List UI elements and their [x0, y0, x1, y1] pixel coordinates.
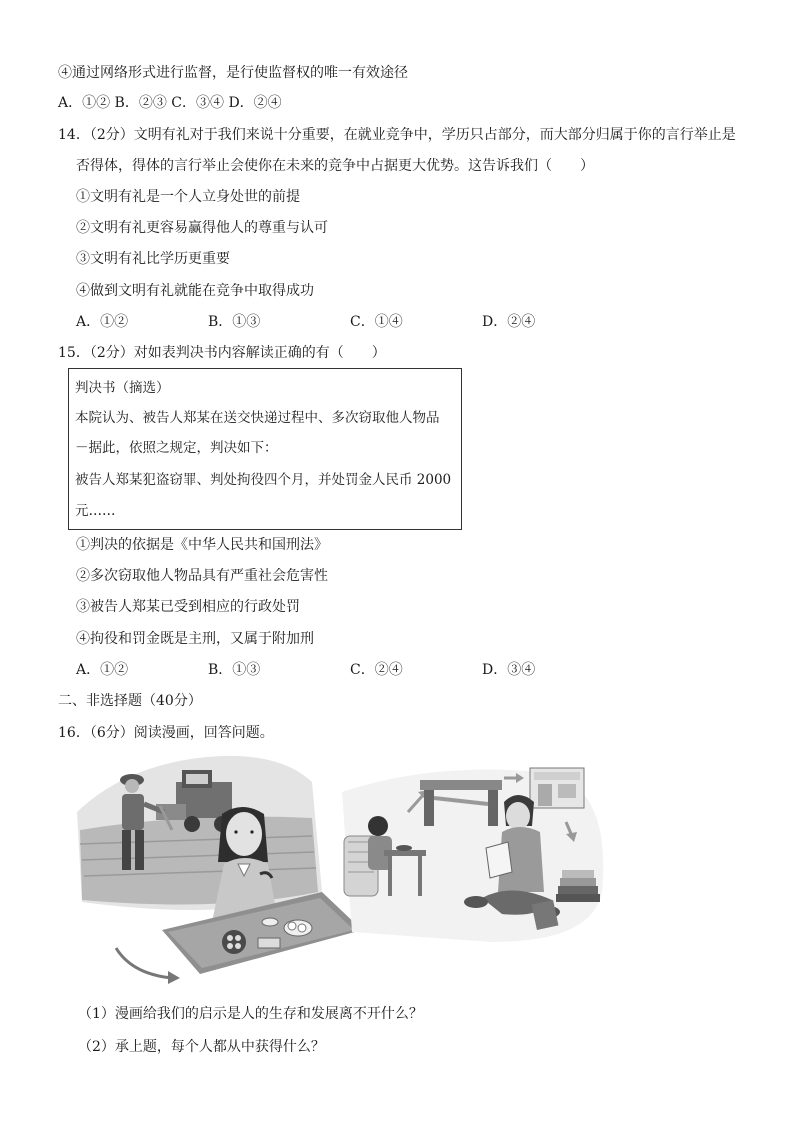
- shop-building: [530, 768, 584, 808]
- q15-option-b: B．①③: [208, 662, 261, 678]
- q14-stem-line2: 否得体，得体的言行举止会使你在未来的竞争中占据更大优势。这告诉我们（ ）: [76, 158, 594, 174]
- q15-stem: 15．（2分）对如表判决书内容解读正确的有（ ）: [58, 345, 386, 361]
- q15-item-4: ④拘役和罚金既是主刑，又属于附加刑: [76, 631, 314, 647]
- q14-option-a: A．①②: [76, 314, 129, 330]
- judgment-line-1: 本院认为、被告人郑某在送交快递过程中、多次窃取他人物品: [75, 410, 440, 426]
- q15-item-1: ①判决的依据是《中华人民共和国刑法》: [76, 537, 328, 553]
- farm-scene: [77, 756, 362, 984]
- q15-item-2: ②多次窃取他人物品具有严重社会危害性: [76, 568, 328, 584]
- judgment-excerpt-box: [68, 368, 462, 530]
- judgment-line-4: 元……: [75, 503, 116, 519]
- q14-item-2: ②文明有礼更容易赢得他人的尊重与认可: [76, 220, 328, 236]
- q16-sub-2: （2）承上题，每个人都从中获得什么？: [78, 1039, 325, 1055]
- q16-stem: 16．（6分）阅读漫画，回答问题。: [58, 725, 274, 741]
- q15-option-a: A．①②: [76, 662, 129, 678]
- q14-item-3: ③文明有礼比学历更重要: [76, 251, 230, 267]
- q16-sub-1: （1）漫画给我们的启示是人的生存和发展离不开什么？: [78, 1006, 423, 1022]
- q15-option-d: D．③④: [482, 662, 536, 678]
- section-2-title: 二、非选择题（40分）: [58, 693, 202, 709]
- q13-options: A．①② B．②③ C．③④ D．②④: [58, 95, 282, 111]
- q14-stem-line1: 14．（2分）文明有礼对于我们来说十分重要，在就业竞争中，学历只占部分，而大部分归属于你的言行举止是: [58, 127, 736, 143]
- q14-option-d: D．②④: [482, 314, 536, 330]
- q15-option-c: C．②④: [350, 662, 403, 678]
- comic-illustration: [72, 752, 608, 988]
- judgment-line-3: 被告人郑某犯盗窃罪、判处拘役四个月，并处罚金人民币 2000: [75, 472, 452, 488]
- q14-option-c: C．①④: [350, 314, 403, 330]
- q14-option-b: B．①③: [208, 314, 261, 330]
- q15-item-3: ③被告人郑某已受到相应的行政处罚: [76, 599, 300, 615]
- q14-item-4: ④做到文明有礼就能在竞争中取得成功: [76, 283, 314, 299]
- q14-item-1: ①文明有礼是一个人立身处世的前提: [76, 189, 300, 205]
- q13-item-4: ④通过网络形式进行监督，是行使监督权的唯一有效途径: [58, 65, 408, 81]
- study-scene: [342, 768, 603, 942]
- judgment-title: 判决书（摘选）: [75, 380, 170, 396]
- judgment-line-2: －据此，依照之规定，判决如下：: [75, 440, 278, 456]
